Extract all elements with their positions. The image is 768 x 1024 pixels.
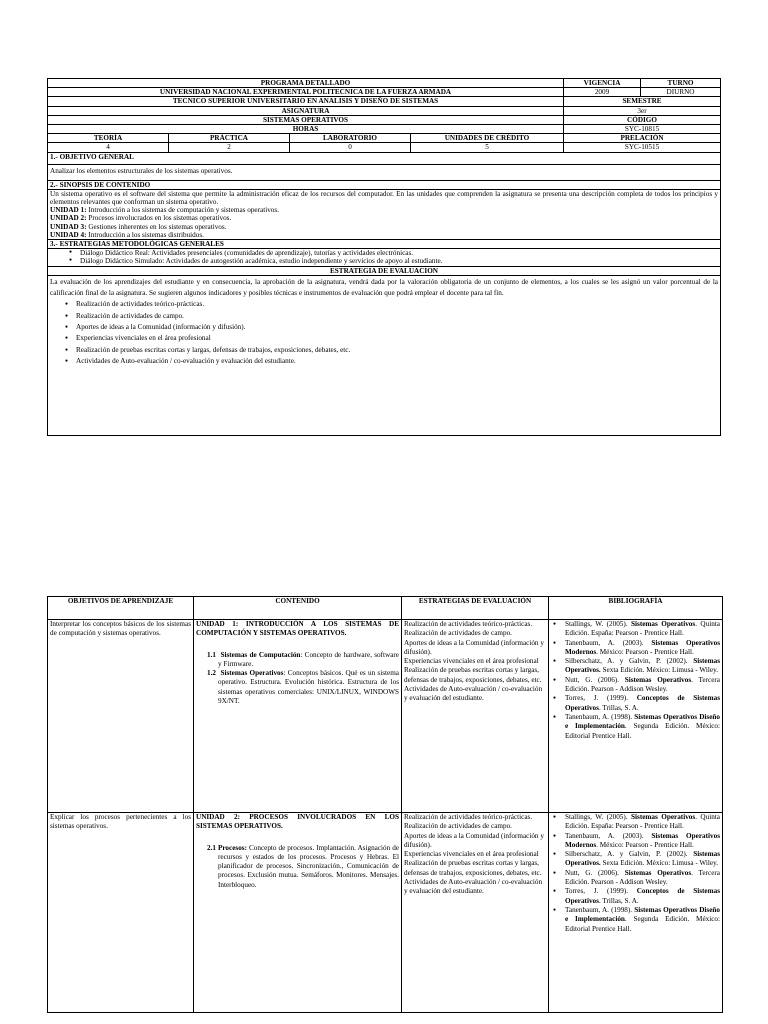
practica-value: 2 [169, 143, 290, 152]
section-objetivo-title: 1.- OBJETIVO GENERAL [48, 152, 721, 164]
career-name: TECNICO SUPERIOR UNIVERSITARIO EN ANALISIS Y DISEÑO DE SISTEMAS [48, 97, 564, 106]
teoria-label: TEORÍA [48, 134, 169, 143]
table-row [48, 813, 723, 1013]
bib-entry: ● Torres, J. (1999). Conceptos de Sistemas Operativos. Trillas, S. A. [565, 694, 720, 713]
bib-entry: ● Silberschatz, A. y Galvin, P. (2002). Sistemas Operativos. Sexta Edición. México: Limusa - Wiley. [565, 850, 720, 869]
bib-entry: ● Tanenbaum, A. (2003). Sistemas Operativos Modernos. México: Pearson - Prentice Hall. [565, 832, 720, 851]
laboratorio-value: 0 [290, 143, 411, 152]
list-item: ● Actividades de Auto-evaluación / co-evaluación y evaluación del estudiante. [76, 356, 718, 367]
strategy-item: Realización de pruebas escritas cortas y largas, defensas de trabajos, exposiciones, debates, etc. [404, 666, 542, 684]
sinopsis-intro: Un sistema operativo es el software del sistema que permite la administración eficaz de los recursos del computador. En las unidades que comprenden la asignatura se presenta una descripción completa de todos los principios y elementos relevantes que conforman un sistema operativo. [50, 189, 719, 207]
strategy-item: Actividades de Auto-evaluación / co-evaluación y evaluación del estudiante. [404, 878, 543, 896]
list-item: ● Diálogo Didáctico Simulado: Actividades de autogestión académica, estudio independiente y servicios de apoyo al estudiante. [80, 257, 718, 265]
semestre-label: SEMESTRE [564, 97, 721, 106]
section-estrategias-body [48, 249, 721, 266]
teoria-value: 4 [48, 143, 169, 152]
laboratorio-label: LABORATORIO [290, 134, 411, 143]
strategy-item: Experiencias vivenciales en el área profesional [404, 850, 539, 859]
bib-entry: ● Tanenbaum, A. (1998). Sistemas Operativos Diseño e Implementación. Segunda Edición. México: Editorial Prentice Hall. [565, 713, 720, 741]
evaluation-title: ESTRATEGIA DE EVALUACION [48, 266, 721, 275]
strategy-item: Realización de actividades teórico-prácticas. [404, 620, 533, 628]
strategy-item: Actividades de Auto-evaluación / co-evaluación y evaluación del estudiante. [404, 685, 543, 703]
vigencia-value: 2009 [564, 88, 641, 97]
topic: 1.2 Sistemas Operativos: Conceptos básicos. Qué es un sistema operativo. Estructura. Evolución histórica. Estructura de los sistemas operativos comerciales: UNIX/LINUX, WINDOWS 9X/NT. [207, 669, 399, 706]
unit-title: UNIDAD 2: PROCESOS INVOLUCRADOS EN LOS SISTEMAS OPERATIVOS. [196, 813, 399, 831]
list-item: ● Realización de actividades de campo. [76, 311, 718, 322]
detail-table [47, 596, 723, 1013]
header-strategies: ESTRATEGIAS DE EVALUACIÓN [402, 597, 549, 620]
prelacion-label: PRELACIÓN [564, 134, 721, 143]
strategy-item: Experiencias vivenciales en el área profesional [404, 657, 539, 666]
strategies-cell [402, 813, 549, 1013]
strategy-item: Aportes de ideas a la Comunidad (información y difusión). [404, 831, 544, 849]
sinopsis-unit: UNIDAD 1: Introducción a los sistemas de computación y sistemas operativos. [50, 206, 279, 215]
subject-name: SISTEMAS OPERATIVOS [48, 115, 564, 124]
strategy-item: Realización de actividades de campo. [404, 822, 512, 831]
objective-cell: Interpretar los conceptos básicos de los sistemas de computación y sistemas operativos. [48, 620, 194, 813]
header-objectives: OBJETIVOS DE APRENDIZAJE [48, 597, 194, 620]
content-cell [194, 620, 402, 813]
university-name: UNIVERSIDAD NACIONAL EXPERIMENTAL POLITECNICA DE LA FUERZA ARMADA [48, 88, 564, 97]
list-item: ● Realización de actividades teórico-prácticas. [76, 299, 718, 310]
program-header-table [47, 78, 721, 436]
subject-label: ASIGNATURA [48, 106, 564, 115]
sinopsis-unit: UNIDAD 2: Procesos involucrados en los sistemas operativos. [50, 214, 232, 223]
unit-title: UNIDAD 1: INTRODUCCIÓN A LOS SISTEMAS DE COMPUTACIÓN Y SISTEMAS OPERATIVOS. [196, 620, 399, 638]
strategies-cell [402, 620, 549, 813]
strategy-item: Aportes de ideas a la Comunidad (información y difusión). [404, 638, 544, 656]
topic: 2.1 Procesos: Concepto de procesos. Implantación. Asignación de recursos y estados de los procesos. Procesos y Hebras. El planificador de procesos. Sincronización., Comunicación de procesos. Exclusión mutua. Semáforos. Monitores. Mensajes. Interbloqueo. [207, 843, 399, 889]
turno-label: TURNO [641, 79, 721, 88]
section-estrategias-title: 3.- ESTRATEGIAS METODOLÓGICAS GENERALES [48, 240, 721, 249]
codigo-label: CÓDIGO [564, 115, 721, 124]
section-sinopsis-body [48, 189, 721, 239]
creditos-label: UNIDADES DE CRÉDITO [411, 134, 564, 143]
strategy-item: Realización de pruebas escritas cortas y largas, defensas de trabajos, exposiciones, debates, etc. [404, 859, 542, 877]
codigo-value: SYC-10815 [564, 125, 721, 134]
bibliography-cell [549, 813, 723, 1013]
bib-entry: ● Torres, J. (1999). Conceptos de Sistemas Operativos. Trillas, S. A. [565, 887, 720, 906]
hours-label: HORAS [48, 125, 564, 134]
bibliography-cell [549, 620, 723, 813]
program-title: PROGRAMA DETALLADO [48, 79, 564, 88]
bib-entry: ● Tanenbaum, A. (1998). Sistemas Operativos Diseño e Implementación. Segunda Edición. México: Editorial Prentice Hall. [565, 906, 720, 934]
bib-entry: ● Tanenbaum, A. (2003). Sistemas Operativos Modernos. México: Pearson - Prentice Hall. [565, 639, 720, 658]
bib-entry: ● Nutt, G. (2006). Sistemas Operativos. Tercera Edición. Pearson - Addison Wesley. [565, 869, 720, 888]
topic: 1.1 Sistemas de Computación: Concepto de hardware, software y Firmware. [207, 650, 399, 668]
evaluation-body [48, 275, 721, 435]
semestre-value: 3er [564, 106, 721, 115]
section-sinopsis-title: 2.- SINOPSIS DE CONTENIDO [48, 180, 721, 189]
header-bibliography: BIBLIOGRAFÍA [549, 597, 723, 620]
content-cell [194, 813, 402, 1013]
bib-entry: ● Stallings, W. (2005). Sistemas Operativos. Quinta Edición. España: Pearson - Prentice Hall. [565, 813, 720, 832]
practica-label: PRÁCTICA [169, 134, 290, 143]
sinopsis-unit: UNIDAD 4: Introducción a los sistemas distribuidos. [50, 230, 204, 239]
creditos-value: 5 [411, 143, 564, 152]
turno-value: DIURNO [641, 88, 721, 97]
list-item: ● Experiencias vivenciales en el área profesional [76, 333, 718, 344]
header-content: CONTENIDO [194, 597, 402, 620]
vigencia-label: VIGENCIA [564, 79, 641, 88]
section-objetivo-text: Analizar los elementos estructurales de los sistemas operativos. [48, 164, 721, 180]
prelacion-value: SYC-10515 [564, 143, 721, 152]
table-row [48, 620, 723, 813]
list-item: ● Diálogo Didáctico Real: Actividades presenciales (comunidades de aprendizaje), tutorías y actividades electrónicas. [80, 249, 718, 257]
bib-entry: ● Stallings, W. (2005). Sistemas Operativos. Quinta Edición. España: Pearson - Prentice Hall. [565, 620, 720, 639]
strategy-item: Realización de actividades teórico-prácticas. [404, 813, 533, 821]
list-item: ● Realización de pruebas escritas cortas y largas, defensas de trabajos, exposiciones, debates, etc. [76, 345, 718, 356]
bib-entry: ● Nutt, G. (2006). Sistemas Operativos. Tercera Edición. Pearson - Addison Wesley. [565, 676, 720, 695]
list-item: ● Aportes de ideas a la Comunidad (información y difusión). [76, 322, 718, 333]
bib-entry: ● Silberschatz, A. y Galvin, P. (2002). Sistemas Operativos. Sexta Edición. México: Limusa - Wiley. [565, 657, 720, 676]
strategy-item: Realización de actividades de campo. [404, 629, 512, 638]
evaluation-intro: La evaluación de los aprendizajes del estudiante y en consecuencia, la aprobación de la asignatura, vendrá dada por la valoración obligatoria de un conjunto de elementos, a los cuales se les asignó un valor porcentual de la calificación final de la asignatura. Se sugieren algunos indicadores y posibles técnicas e instrumentos de evaluación que podrá emplear el docente para tal fin. [50, 277, 719, 298]
sinopsis-unit: UNIDAD 3: Gestiones inherentes en los sistemas operativos. [50, 222, 227, 231]
objective-cell: Explicar los procesos pertenecientes a los sistemas operativos. [48, 813, 194, 1013]
